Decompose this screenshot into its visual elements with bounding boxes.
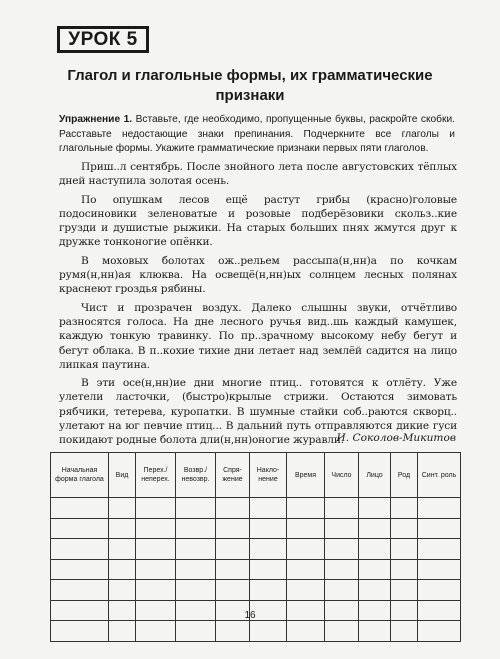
table-cell[interactable]	[287, 559, 325, 580]
table-cell[interactable]	[176, 498, 216, 519]
table-header-cell: Накло- нение	[250, 453, 287, 498]
table-cell[interactable]	[51, 580, 109, 601]
table-header-cell: Возвр./ невозвр.	[176, 453, 216, 498]
table-row	[51, 539, 461, 560]
table-cell[interactable]	[216, 498, 250, 519]
exercise-label: Упражнение 1.	[59, 114, 133, 125]
table-cell[interactable]	[325, 518, 359, 539]
table-row	[51, 498, 461, 519]
table-cell[interactable]	[250, 559, 287, 580]
table-cell[interactable]	[176, 621, 216, 642]
table-cell[interactable]	[136, 539, 176, 560]
table-cell[interactable]	[418, 559, 461, 580]
table-cell[interactable]	[136, 518, 176, 539]
exercise-text: Вставьте, где необходимо, пропущенные буквы, раскройте скобки. Расставьте недостающие знаки препинания. Подчеркните все глаголы и глагольные формы. Укажите грамматические признаки первых пяти глаголов.	[59, 114, 455, 154]
table-cell[interactable]	[136, 580, 176, 601]
table-cell[interactable]	[176, 559, 216, 580]
table-header-cell: Перех./ неперех.	[136, 453, 176, 498]
table-cell[interactable]	[359, 559, 391, 580]
table-header-cell: Синт. роль	[418, 453, 461, 498]
table-cell[interactable]	[391, 498, 418, 519]
paragraph-2: По опушкам лесов ещё растут грибы (красно)головые подосиновики зеленоватые и розовые подберёзовики скольз..кие грузди и душистые рыжики. На старых больших пнях жмутся друг к дружке тонконогие опёнки.	[59, 193, 457, 249]
table-cell[interactable]	[359, 539, 391, 560]
author-signature: И. Соколов-Микитов	[336, 432, 456, 444]
paragraph-5: В эти осе(н,нн)ие дни многие птиц.. готовятся к отлёту. Уже улетели ласточки, (быстро)крылые стрижи. Остаются зимовать рябчики, тетерева, куропатки. В шумные стайки соб..раются скворц.. улетают на юг певчие птиц... В дальний путь отправляются дикие гуси покидают родные болота дли(н,нн)оногие журавли.	[59, 377, 457, 447]
table-row	[51, 580, 461, 601]
table-header-cell: Спря- жение	[216, 453, 250, 498]
table-row	[51, 559, 461, 580]
table-cell[interactable]	[287, 539, 325, 560]
table-cell[interactable]	[359, 580, 391, 601]
table-cell[interactable]	[418, 498, 461, 519]
table-cell[interactable]	[418, 621, 461, 642]
table-header-cell: Начальная форма глагола	[51, 453, 109, 498]
table-header-cell: Число	[325, 453, 359, 498]
table-cell[interactable]	[391, 539, 418, 560]
table-cell[interactable]	[418, 518, 461, 539]
page-number: 16	[244, 610, 256, 621]
table-cell[interactable]	[216, 621, 250, 642]
table-cell[interactable]	[287, 518, 325, 539]
table-cell[interactable]	[51, 498, 109, 519]
table-cell[interactable]	[109, 498, 136, 519]
table-cell[interactable]	[359, 518, 391, 539]
table-cell[interactable]	[51, 559, 109, 580]
table-row	[51, 518, 461, 539]
table-cell[interactable]	[136, 559, 176, 580]
table-cell[interactable]	[418, 580, 461, 601]
table-cell[interactable]	[109, 518, 136, 539]
table-cell[interactable]	[250, 518, 287, 539]
table-header-cell: Лицо	[359, 453, 391, 498]
table-cell[interactable]	[287, 580, 325, 601]
table-header-cell: Время	[287, 453, 325, 498]
table-cell[interactable]	[325, 559, 359, 580]
table-cell[interactable]	[359, 621, 391, 642]
table-cell[interactable]	[216, 539, 250, 560]
table-cell[interactable]	[109, 539, 136, 560]
table-cell[interactable]	[250, 539, 287, 560]
table-cell[interactable]	[176, 518, 216, 539]
table-cell[interactable]	[109, 580, 136, 601]
paragraph-4: Чист и прозрачен воздух. Далеко слышны звуки, отчётливо разносятся голоса. На дне лесного ручья вид..шь каждый камушек, каждую тонкую травинку. По пр..зрачному высокому небу бегут и бегут облака. В п..кохие тихие дни летает над землёй садится на лицо липкая паутина.	[59, 301, 457, 371]
table-header-row	[51, 453, 461, 498]
page-title: Глагол и глагольные формы, их грамматические признаки	[67, 67, 433, 104]
table-cell[interactable]	[418, 539, 461, 560]
exercise-body-text	[59, 160, 457, 452]
table-cell[interactable]	[109, 621, 136, 642]
table-cell[interactable]	[216, 580, 250, 601]
table-header-cell: Вид	[109, 453, 136, 498]
table-cell[interactable]	[250, 498, 287, 519]
paragraph-3: В моховых болотах ож..рельем рассыпа(н,нн)а по кочкам румя(н,нн)ая клюква. На освещё(н,нн)ых солнцем лесных полянах краснеют гроздья рябины.	[59, 254, 457, 296]
table-cell[interactable]	[359, 498, 391, 519]
paragraph-1: Приш..л сентябрь. После знойного лета после августовских тёплых дней наступила золотая осень.	[59, 161, 457, 188]
table-cell[interactable]	[51, 539, 109, 560]
table-cell[interactable]	[51, 621, 109, 642]
table-row	[51, 621, 461, 642]
table-cell[interactable]	[325, 539, 359, 560]
table-cell[interactable]	[176, 539, 216, 560]
table-cell[interactable]	[109, 559, 136, 580]
table-cell[interactable]	[136, 621, 176, 642]
table-cell[interactable]	[325, 580, 359, 601]
table-cell[interactable]	[325, 498, 359, 519]
table-cell[interactable]	[325, 621, 359, 642]
table-cell[interactable]	[287, 498, 325, 519]
exercise-instructions	[59, 113, 455, 157]
table-cell[interactable]	[391, 621, 418, 642]
table-cell[interactable]	[287, 621, 325, 642]
lesson-label: УРОК 5	[57, 26, 149, 53]
table-cell[interactable]	[176, 580, 216, 601]
table-cell[interactable]	[391, 559, 418, 580]
table-cell[interactable]	[216, 559, 250, 580]
table-cell[interactable]	[250, 580, 287, 601]
table-cell[interactable]	[216, 518, 250, 539]
table-cell[interactable]	[51, 518, 109, 539]
table-header-cell: Род	[391, 453, 418, 498]
table-cell[interactable]	[391, 518, 418, 539]
table-cell[interactable]	[136, 498, 176, 519]
table-cell[interactable]	[250, 621, 287, 642]
table-cell[interactable]	[391, 580, 418, 601]
